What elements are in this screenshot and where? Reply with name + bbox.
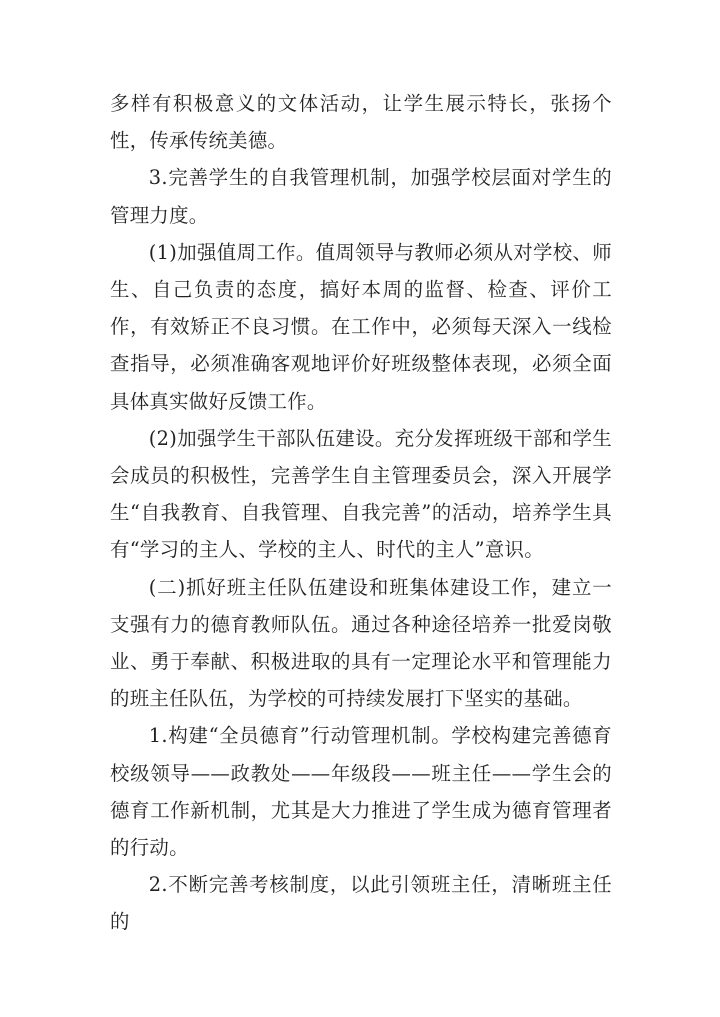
- paragraph-4: (2)加强学生干部队伍建设。充分发挥班级干部和学生会成员的积极性，完善学生自主管理委员会，深入开展学生“自我教育、自我管理、自我完善”的活动，培养学生具有“学习的主人、学校的主人、时代的主人”意识。: [110, 426, 612, 562]
- paragraph-7: 2.不断完善考核制度，以此引领班主任，清晰班主任的: [110, 873, 612, 934]
- paragraph-5: (二)抓好班主任队伍建设和班集体建设工作，建立一支强有力的德育教师队伍。通过各种途径培养一批爱岗敬业、勇于奉献、积极进取的具有一定理论水平和管理能力的班主任队伍，为学校的可持续发展打下坚实的基础。: [110, 575, 612, 711]
- document-page: [110, 85, 612, 941]
- paragraph-1: 多样有积极意义的文体活动，让学生展示特长，张扬个性，传承传统美德。: [110, 92, 612, 153]
- paragraph-6: 1.构建“全员德育”行动管理机制。学校构建完善德育校级领导——政教处——年级段——班主任——学生会的德育工作新机制，尤其是大力推进了学生成为德育管理者的行动。: [110, 724, 612, 860]
- paragraph-2: 3.完善学生的自我管理机制，加强学校层面对学生的管理力度。: [110, 166, 612, 227]
- paragraph-3: (1)加强值周工作。值周领导与教师必须从对学校、师生、自己负责的态度，搞好本周的监督、检查、评价工作，有效矫正不良习惯。在工作中，必须每天深入一线检查指导，必须准确客观地评价好班级整体表现，必须全面具体真实做好反馈工作。: [110, 240, 612, 413]
